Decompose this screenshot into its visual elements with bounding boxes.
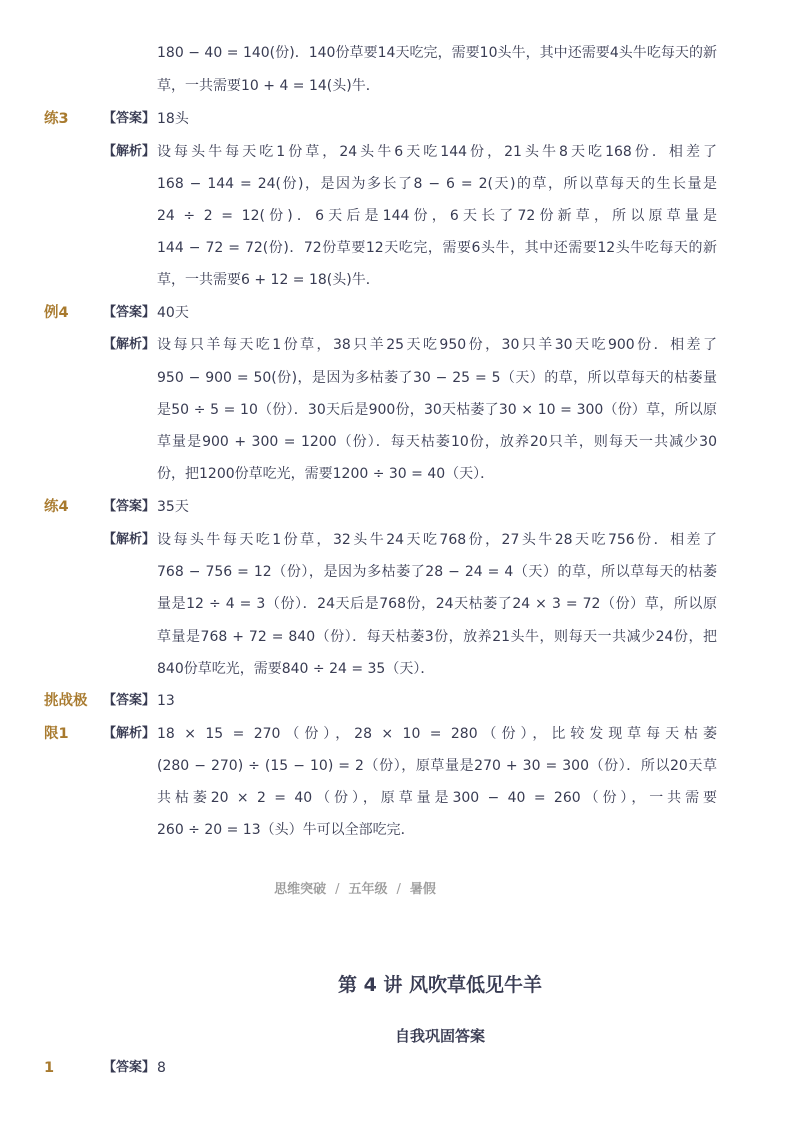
text-line: 设每头牛每天吃1份草，24头牛6天吃144份，21头牛8天吃168份．相差了 [157, 144, 717, 160]
text-line: 设每只羊每天吃1份草，38只羊25天吃950份，30只羊30天吃900份．相差了 [157, 337, 717, 353]
text-line: 是50 ÷ 5 = 10（份）．30天后是900份，30天枯萎了30 × 10 = 300（份）草，所以原 [157, 402, 717, 418]
answer-text: 35天 [157, 499, 189, 515]
text-line: 草，一共需要6 + 12 = 18(头)牛． [157, 272, 380, 288]
footer-term: 暑假 [409, 882, 436, 897]
analysis-tag: 【解析】 [103, 726, 156, 741]
answer-tag: 【答案】 [103, 1060, 156, 1075]
question-label: 例4 [44, 305, 69, 321]
answer-tag: 【答案】 [103, 111, 156, 126]
text-line: 260 ÷ 20 = 13（头）牛可以全部吃完． [157, 822, 415, 838]
question-label: 挑战极 [44, 693, 88, 709]
question-label: 练4 [44, 499, 69, 515]
answer-tag: 【答案】 [103, 499, 156, 514]
text-line: 840份草吃光，需要840 ÷ 24 = 35（天）． [157, 661, 435, 677]
lecture-title: 第 4 讲 风吹草低见牛羊 [337, 974, 543, 996]
text-line: 草量是768 + 72 = 840（份）．每天枯萎3份，放养21头牛，则每天一共减少24份，把 [157, 629, 717, 645]
answer-tag: 【答案】 [103, 693, 156, 708]
text-line: 24 ÷ 2 = 12(份)．6天后是144份，6天长了72份新草，所以原草量是 [157, 208, 717, 224]
text-line: 共枯萎20 × 2 = 40（份），原草量是300 − 40 = 260（份），一共需要 [157, 790, 717, 806]
footer-separator: / [396, 882, 401, 897]
text-line: 草，一共需要10 + 4 = 14(头)牛． [157, 78, 380, 94]
answer-text: 18头 [157, 111, 189, 127]
analysis-tag: 【解析】 [103, 337, 156, 352]
text-line: 144 − 72 = 72(份)．72份草要12天吃完，需要6头牛，其中还需要12头牛吃每天的新 [157, 240, 717, 256]
question-label: 1 [44, 1060, 55, 1076]
text-line: 设每头牛每天吃1份草，32头牛24天吃768份，27头牛28天吃756份．相差了 [157, 532, 717, 548]
text-line: (280 − 270) ÷ (15 − 10) = 2（份），原草量是270 + 30 = 300（份）．所以20天草 [157, 758, 717, 774]
answer-text: 8 [157, 1060, 166, 1076]
page-footer [0, 878, 710, 897]
section-title: 自我巩固答案 [394, 1027, 485, 1045]
text-line: 180 − 40 = 140(份)．140份草要14天吃完，需要10头牛，其中还需要4头牛吃每天的新 [157, 45, 717, 61]
question-label: 练3 [44, 111, 69, 127]
analysis-tag: 【解析】 [103, 532, 156, 547]
text-line: 18 × 15 = 270（份），28 × 10 = 280（份），比较发现草每天枯萎 [157, 726, 717, 742]
footer-series: 思维突破 [274, 882, 327, 897]
answer-text: 13 [157, 693, 175, 709]
text-line: 768 − 756 = 12（份），是因为多枯萎了28 − 24 = 4（天）的草，所以草每天的枯萎 [157, 564, 717, 580]
text-line: 950 − 900 = 50(份)，是因为多枯萎了30 − 25 = 5（天）的草，所以草每天的枯萎量 [157, 370, 717, 386]
text-line: 量是12 ÷ 4 = 3（份）．24天后是768份，24天枯萎了24 × 3 = 72（份）草，所以原 [157, 596, 717, 612]
answer-text: 40天 [157, 305, 189, 321]
question-label: 限1 [44, 726, 69, 742]
footer-separator: / [335, 882, 340, 897]
text-line: 168 − 144 = 24(份)，是因为多长了8 − 6 = 2(天)的草，所以草每天的生长量是 [157, 176, 717, 192]
analysis-tag: 【解析】 [103, 144, 156, 159]
footer-grade: 五年级 [348, 882, 388, 897]
text-line: 份，把1200份草吃光，需要1200 ÷ 30 = 40（天）． [157, 466, 495, 482]
text-line: 草量是900 + 300 = 1200（份）．每天枯萎10份，放养20只羊，则每天一共减少30 [157, 434, 717, 450]
answer-tag: 【答案】 [103, 305, 156, 320]
